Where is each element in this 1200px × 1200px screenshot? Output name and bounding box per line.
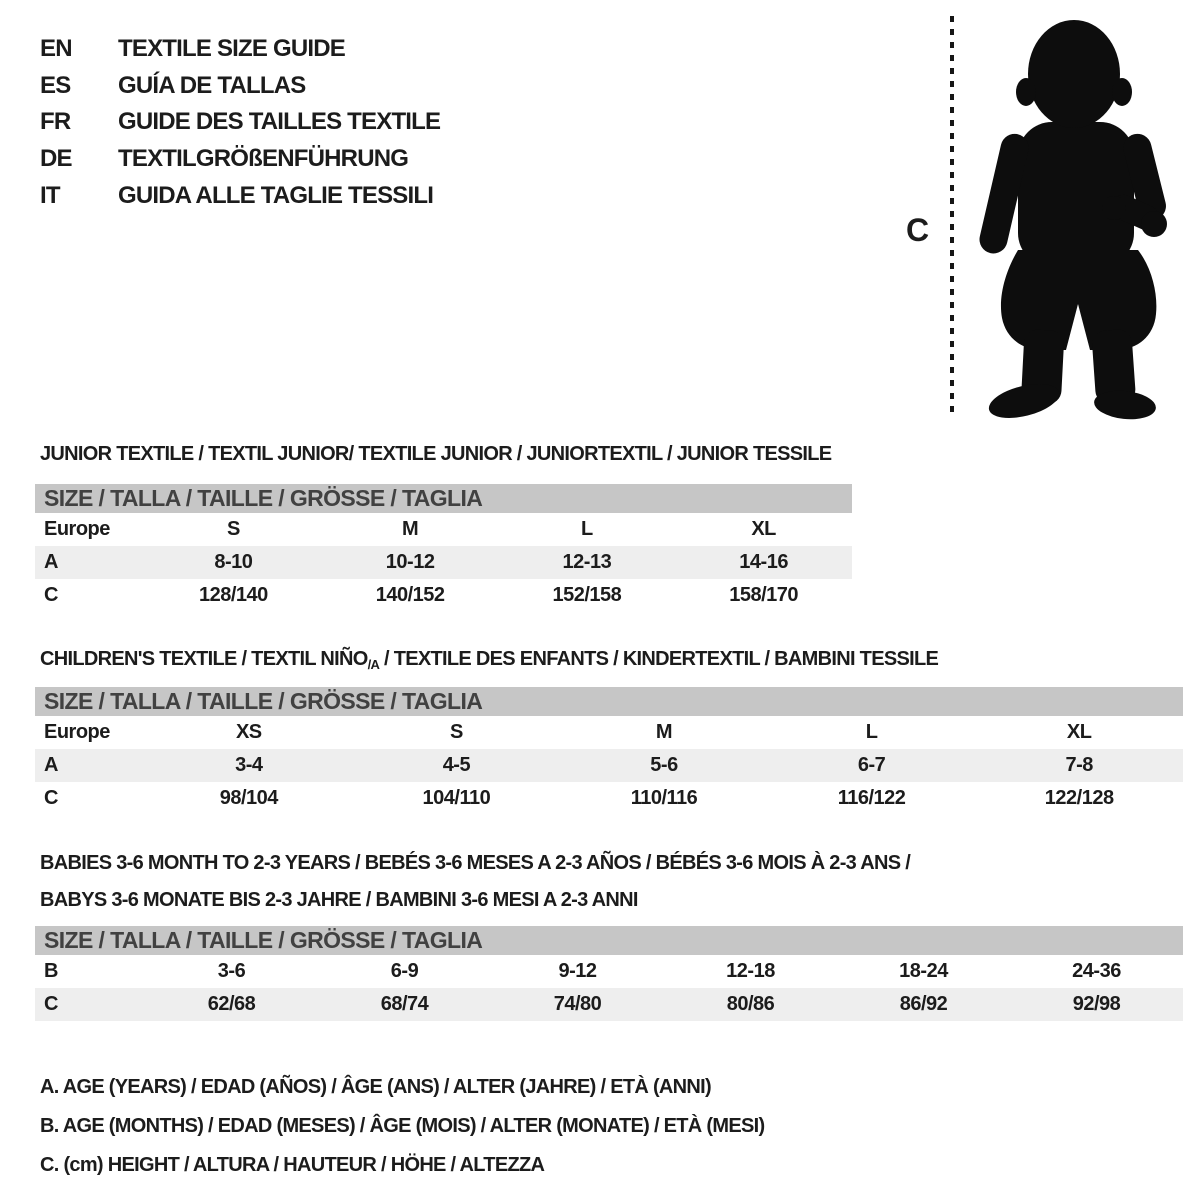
language-row xyxy=(40,31,440,68)
section-title-text: CHILDREN'S TEXTILE / TEXTIL NIÑO xyxy=(40,648,368,670)
row-label: C xyxy=(44,993,58,1015)
row-value: 128/140 xyxy=(198,584,268,606)
section-title-line xyxy=(40,882,910,919)
table-row xyxy=(35,716,1183,749)
guide-title-text: GUIDA ALLE TAGLIE TESSILI xyxy=(118,181,434,209)
row-value: 158/170 xyxy=(729,584,799,606)
row-value: 74/80 xyxy=(553,993,602,1015)
language-title-list xyxy=(40,31,440,214)
row-value: 12-13 xyxy=(562,551,612,573)
height-measure-dashed-line xyxy=(950,16,954,418)
row-value: 6-7 xyxy=(857,754,886,776)
language-code: EN xyxy=(40,35,72,63)
size-table-header-text: SIZE / TALLA / TAILLE / GRÖSSE / TAGLIA xyxy=(44,485,483,511)
size-table-header-text: SIZE / TALLA / TAILLE / GRÖSSE / TAGLIA xyxy=(44,688,483,714)
row-label: C xyxy=(44,584,58,606)
baby-silhouette-icon xyxy=(962,12,1194,420)
row-value: 104/110 xyxy=(422,787,491,809)
row-value: 8-10 xyxy=(214,551,253,573)
section-title-line xyxy=(40,845,910,882)
row-value: L xyxy=(581,518,593,540)
section-title-text: /A xyxy=(367,657,380,672)
table-row xyxy=(35,988,1183,1021)
section-title-children xyxy=(40,641,938,679)
table-row xyxy=(35,749,1183,782)
language-row xyxy=(40,104,440,141)
row-value: M xyxy=(402,518,419,540)
size-table-babies xyxy=(35,926,1183,1021)
language-row xyxy=(40,141,440,178)
row-label: A xyxy=(44,754,58,776)
row-value: 12-18 xyxy=(726,960,775,982)
section-title-line xyxy=(40,436,831,473)
guide-title-text: GUIDE DES TAILLES TEXTILE xyxy=(118,108,441,136)
legend-line: A. AGE (YEARS) / EDAD (AÑOS) / ÂGE (ANS) / ALTER (JAHRE) / ETÀ (ANNI) xyxy=(40,1076,711,1098)
section-title-junior xyxy=(40,436,831,473)
table-row xyxy=(35,782,1183,815)
row-value: XL xyxy=(751,518,776,540)
row-value: 9-12 xyxy=(558,960,597,982)
section-title-text: / TEXTILE DES ENFANTS / KINDERTEXTIL / BAMBINI TESSILE xyxy=(379,648,939,670)
row-value: 62/68 xyxy=(207,993,256,1015)
row-value: 14-16 xyxy=(739,551,788,573)
section-title-text: BABIES 3-6 MONTH TO 2-3 YEARS / BEBÉS 3-6 MESES A 2-3 AÑOS / BÉBÉS 3-6 MOIS À 2-3 ANS / xyxy=(40,852,911,874)
row-value: 18-24 xyxy=(899,960,948,982)
size-table-header-text: SIZE / TALLA / TAILLE / GRÖSSE / TAGLIA xyxy=(44,927,483,953)
row-value: 86/92 xyxy=(899,993,948,1015)
row-value: 68/74 xyxy=(380,993,429,1015)
row-value: XL xyxy=(1066,721,1092,743)
row-value: S xyxy=(226,518,240,540)
table-row xyxy=(35,955,1183,988)
language-code: FR xyxy=(40,108,71,136)
size-table-header xyxy=(35,687,1183,716)
table-row xyxy=(35,579,852,612)
row-value: 140/152 xyxy=(375,584,445,606)
row-value: 24-36 xyxy=(1072,960,1121,982)
row-label: Europe xyxy=(44,518,110,540)
table-row xyxy=(35,546,852,579)
size-table-junior xyxy=(35,484,852,612)
row-value: XS xyxy=(235,721,262,743)
row-label: Europe xyxy=(44,721,110,743)
language-code: IT xyxy=(40,181,60,209)
guide-title-text: TEXTILE SIZE GUIDE xyxy=(118,35,345,63)
row-label: B xyxy=(44,960,58,982)
section-title-line xyxy=(40,641,938,679)
row-value: 98/104 xyxy=(219,787,278,809)
language-code: ES xyxy=(40,71,71,99)
size-table-header xyxy=(35,926,1183,955)
row-value: M xyxy=(655,721,673,743)
row-value: 110/116 xyxy=(630,787,698,809)
legend-line: C. (cm) HEIGHT / ALTURA / HAUTEUR / HÖHE / ALTEZZA xyxy=(40,1154,545,1176)
language-code: DE xyxy=(40,145,72,173)
row-label: A xyxy=(44,551,58,573)
row-value: 80/86 xyxy=(726,993,775,1015)
row-value: 3-4 xyxy=(235,754,263,776)
row-value: 10-12 xyxy=(385,551,435,573)
guide-title-text: GUÍA DE TALLAS xyxy=(118,71,306,99)
language-row xyxy=(40,68,440,105)
size-table-header xyxy=(35,484,852,513)
row-value: 3-6 xyxy=(217,960,246,982)
row-label: C xyxy=(44,787,58,809)
height-measure-label: C xyxy=(906,212,930,248)
language-row xyxy=(40,177,440,214)
guide-title-text: TEXTILGRÖßENFÜHRUNG xyxy=(118,145,409,173)
section-title-text: BABYS 3-6 MONATE BIS 2-3 JAHRE / BAMBINI 3-6 MESI A 2-3 ANNI xyxy=(40,889,638,911)
row-value: 4-5 xyxy=(442,754,471,776)
row-value: L xyxy=(865,721,878,743)
section-title-babies xyxy=(40,845,910,919)
row-value: S xyxy=(449,721,463,743)
size-table-children xyxy=(35,687,1183,815)
measure-legend xyxy=(40,1068,764,1185)
row-value: 152/158 xyxy=(552,584,622,606)
row-value: 5-6 xyxy=(650,754,678,776)
row-value: 7-8 xyxy=(1065,754,1093,776)
table-row xyxy=(35,513,852,546)
row-value: 92/98 xyxy=(1072,993,1121,1015)
row-value: 6-9 xyxy=(390,960,419,982)
legend-line: B. AGE (MONTHS) / EDAD (MESES) / ÂGE (MOIS) / ALTER (MONATE) / ETÀ (MESI) xyxy=(40,1115,765,1137)
row-value: 122/128 xyxy=(1044,787,1114,809)
section-title-text: JUNIOR TEXTILE / TEXTIL JUNIOR/ TEXTILE JUNIOR / JUNIORTEXTIL / JUNIOR TESSILE xyxy=(40,443,832,465)
row-value: 116/122 xyxy=(837,787,906,809)
